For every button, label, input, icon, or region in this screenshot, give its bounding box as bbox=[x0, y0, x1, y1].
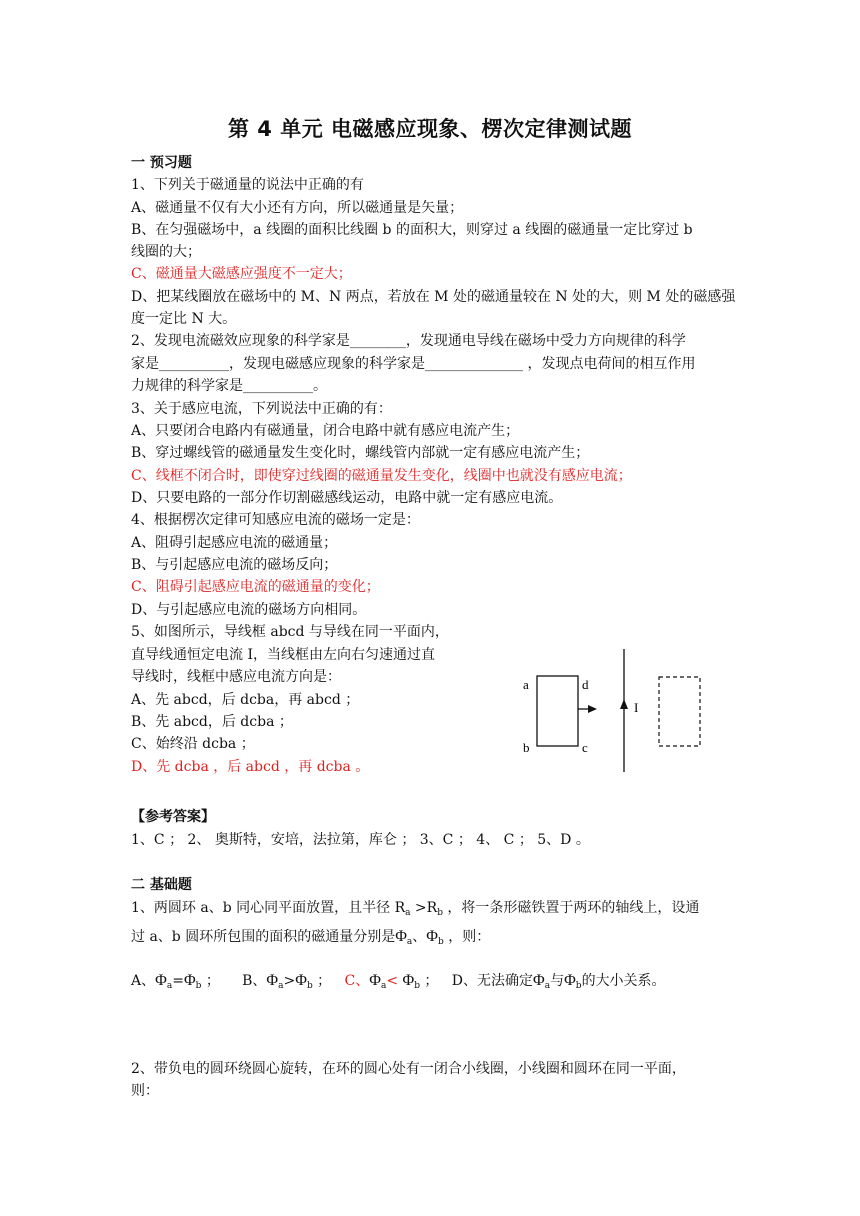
phi-symbol: Φ bbox=[155, 972, 167, 989]
q3-option-c-answer: C、线框不闭合时，即使穿过线圈的磁通量发生变化，线圈中也就没有感应电流； bbox=[131, 468, 632, 484]
phi-symbol: Φ bbox=[266, 972, 279, 989]
section-heading-preview: 一 预习题 bbox=[131, 155, 192, 171]
s2-q1-options bbox=[131, 970, 666, 997]
q4-stem: 4、根据楞次定律可知感应电流的磁场一定是： bbox=[131, 512, 420, 528]
option-a-label: A、 bbox=[131, 973, 156, 989]
s2-q2-line2: 则： bbox=[131, 1083, 159, 1099]
s2-q1-line2-part2: ，则： bbox=[443, 929, 491, 945]
document-title: 第 4 单元 电磁感应现象、楞次定律测试题 bbox=[227, 117, 633, 141]
phi-sub-b: b bbox=[195, 981, 202, 991]
answers-heading: 【参考答案】 bbox=[131, 809, 215, 825]
q4-option-a: A、阻碍引起感应电流的磁通量； bbox=[131, 535, 338, 551]
s2-q1-line2-part1: 过 a、b 圆环所包围的面积的磁通量分别是 bbox=[131, 929, 396, 945]
q1-option-a: A、磁通量不仅有大小还有方向，所以磁通量是矢量； bbox=[131, 200, 464, 216]
section-heading-basic: 二 基础题 bbox=[131, 877, 192, 893]
label-c: c bbox=[582, 740, 588, 755]
q5-line3: 导线时，线框中感应电流方向是： bbox=[131, 669, 341, 685]
q2-line3: 力规律的科学家是__________。 bbox=[131, 378, 327, 394]
phi-sub-a: a bbox=[166, 981, 173, 991]
frame-position-dashed bbox=[659, 677, 700, 746]
s2-q2-line1: 2、带负电的圆环绕圆心旋转，在环的圆心处有一闭合小线圈，小线圈和圆环在同一平面， bbox=[131, 1061, 686, 1077]
label-d: d bbox=[582, 677, 589, 692]
phi-sub-b: b bbox=[438, 937, 444, 947]
option-a-end: ； bbox=[201, 973, 220, 989]
phi-sub-a: a bbox=[278, 981, 284, 991]
q5-option-b: B、先 abcd，后 dcba ； bbox=[131, 714, 293, 730]
label-b: b bbox=[523, 740, 530, 755]
phi-symbol: Φ bbox=[369, 972, 381, 989]
option-d-label: D、无法确定 bbox=[451, 973, 534, 989]
phi-sub-b: b bbox=[306, 981, 313, 991]
q3-stem: 3、关于感应电流，下列说法中正确的有： bbox=[131, 401, 392, 417]
option-b bbox=[242, 973, 331, 989]
option-d bbox=[452, 973, 666, 989]
q5-option-a: A、先 abcd，后 dcba，再 abcd ； bbox=[131, 692, 360, 708]
q2-line1: 2、发现电流磁效应现象的科学家是________，发现通电导线在磁场中受力方向规律的科学 bbox=[131, 333, 686, 349]
s2-q1-line2 bbox=[131, 926, 490, 953]
label-current-I: I bbox=[634, 700, 639, 715]
q3-option-b: B、穿过螺线管的磁通量发生变化时，螺线管内部就一定有感应电流产生； bbox=[131, 445, 590, 461]
option-c-end: ； bbox=[419, 973, 439, 989]
separator: 、 bbox=[412, 929, 427, 945]
phi-sub-a: a bbox=[544, 981, 551, 991]
q1-option-b-line2: 线圈的大； bbox=[131, 244, 201, 260]
option-d-mid: 与 bbox=[550, 973, 565, 989]
phi-symbol: Φ bbox=[533, 972, 545, 989]
q4-option-b: B、与引起感应电流的磁场反向； bbox=[131, 557, 338, 573]
phi-sub-a: a bbox=[406, 937, 413, 947]
phi-symbol: Φ bbox=[295, 972, 307, 989]
q1-option-d-line1: D、把某线圈放在磁场中的 M、N 两点，若放在 M 处的磁通量较在 N 处的大，则 M 处的磁感强 bbox=[131, 289, 736, 305]
s2-q1-line1-part1: 1、两圆环 a、b 同心同平面放置，且半径 R bbox=[131, 900, 406, 916]
q5-option-d-answer: D、先 dcba ，后 abcd ，再 dcba 。 bbox=[131, 759, 370, 775]
frame-motion-arrow-head bbox=[588, 705, 597, 713]
option-b-end: ； bbox=[312, 973, 332, 989]
option-c-label: C、 bbox=[344, 973, 370, 989]
current-direction-arrow bbox=[620, 699, 628, 709]
phi-symbol: Φ bbox=[402, 972, 415, 989]
q1-stem: 1、下列关于磁通量的说法中正确的有 bbox=[131, 177, 364, 193]
phi-symbol: Φ bbox=[564, 972, 576, 989]
q5-line1: 5、如图所示，导线框 abcd 与导线在同一平面内， bbox=[131, 624, 449, 640]
phi-symbol: Φ bbox=[183, 972, 196, 989]
relation-less: < bbox=[386, 973, 399, 989]
q2-line2: 家是__________，发现电磁感应现象的科学家是______________ ，发现点电荷间的相互作用 bbox=[131, 356, 696, 372]
phi-symbol: Φ bbox=[426, 928, 438, 945]
q1-option-c-answer: C、磁通量大磁感应强度不一定大； bbox=[131, 266, 352, 282]
q1-option-d-line2: 度一定比 N 大。 bbox=[131, 311, 237, 327]
phi-sub-b: b bbox=[414, 981, 420, 991]
wire-frame-abcd bbox=[537, 676, 578, 746]
relation-greater: > bbox=[283, 973, 296, 989]
option-d-end: 的大小关系。 bbox=[581, 973, 666, 989]
phi-sub-b: b bbox=[575, 981, 582, 991]
s2-q1-line1 bbox=[131, 897, 699, 924]
subscript-a: a bbox=[405, 908, 411, 918]
option-a bbox=[131, 973, 220, 989]
q5-option-c: C、始终沿 dcba ； bbox=[131, 736, 255, 752]
q3-option-a: A、只要闭合电路内有磁通量，闭合电路中就有感应电流产生； bbox=[131, 423, 520, 439]
s2-q1-line1-part2: ，将一条形磁铁置于两环的轴线上，设通 bbox=[442, 900, 700, 916]
q4-option-c-answer: C、阻碍引起感应电流的磁通量的变化； bbox=[131, 579, 380, 595]
option-b-label: B、 bbox=[242, 973, 267, 989]
q5-line2: 直导线通恒定电流 I，当线框由左向右匀速通过直 bbox=[131, 647, 435, 663]
q5-figure bbox=[515, 645, 715, 775]
phi-symbol: Φ bbox=[395, 928, 407, 945]
option-c-answer bbox=[345, 973, 439, 989]
q4-option-d: D、与引起感应电流的磁场方向相同。 bbox=[131, 602, 367, 618]
label-a: a bbox=[523, 677, 529, 692]
phi-sub-a: a bbox=[380, 981, 387, 991]
q3-option-d: D、只要电路的一部分作切割磁感线运动，电路中就一定有感应电流。 bbox=[131, 490, 563, 506]
greater-than-r: >R bbox=[410, 900, 438, 916]
relation-equal: = bbox=[172, 973, 184, 989]
answers-text: 1、C ； 2、 奥斯特，安培，法拉第，库仑 ； 3、C ； 4、 C ； 5、D 。 bbox=[131, 832, 590, 848]
q1-option-b-line1: B、在匀强磁场中，a 线圈的面积比线圈 b 的面积大，则穿过 a 线圈的磁通量一定比穿过 b bbox=[131, 222, 693, 238]
subscript-b: b bbox=[437, 908, 443, 918]
